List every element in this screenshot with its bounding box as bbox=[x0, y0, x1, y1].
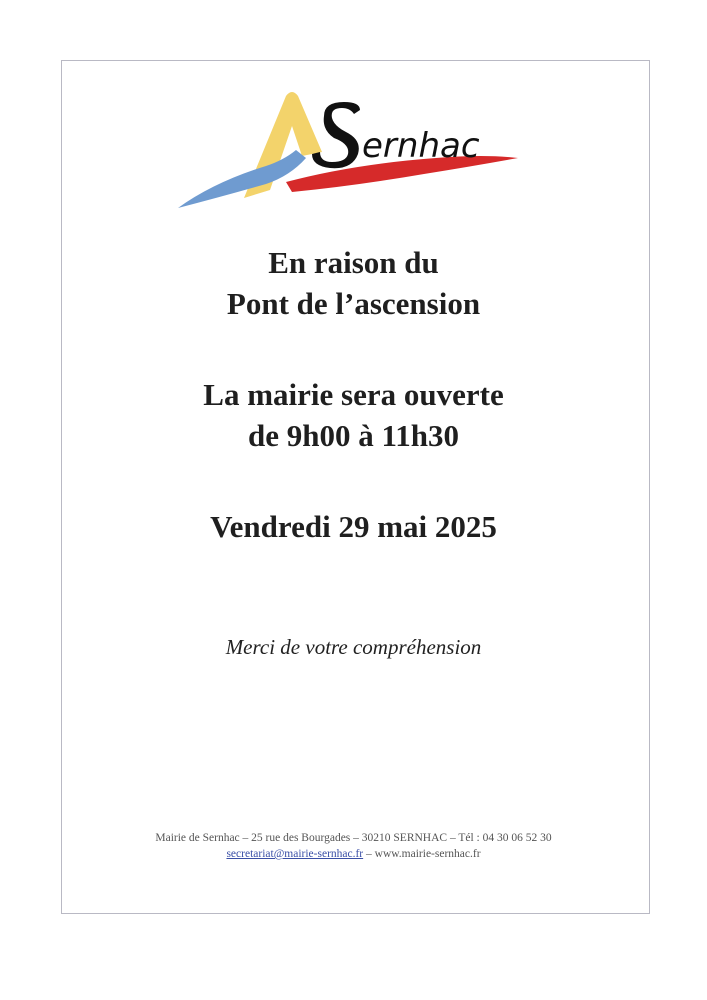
footer-separator: – bbox=[363, 848, 375, 860]
sernhac-logo bbox=[174, 86, 524, 216]
logo-wordmark: ernhac bbox=[362, 126, 480, 166]
notice-line-3: La mairie sera ouverte bbox=[203, 377, 504, 412]
notice-line-1: En raison du bbox=[268, 245, 439, 280]
sernhac-logo-graphic bbox=[174, 86, 524, 216]
notice-date: Vendredi 29 mai 2025 bbox=[210, 509, 497, 544]
thanks-message: Merci de votre compréhension bbox=[225, 635, 482, 659]
footer-contact bbox=[0, 846, 707, 862]
notice-line-4: de 9h00 à 11h30 bbox=[247, 418, 460, 453]
email-link[interactable]: secretariat@mairie-sernhac.fr bbox=[226, 848, 364, 860]
notice-line-2: Pont de l’ascension bbox=[226, 286, 481, 321]
footer-address: Mairie de Sernhac – 25 rue des Bourgades – 30210 SERNHAC – Tél : 04 30 06 52 30 bbox=[155, 832, 552, 844]
website-link[interactable]: www.mairie-sernhac.fr bbox=[374, 848, 481, 860]
